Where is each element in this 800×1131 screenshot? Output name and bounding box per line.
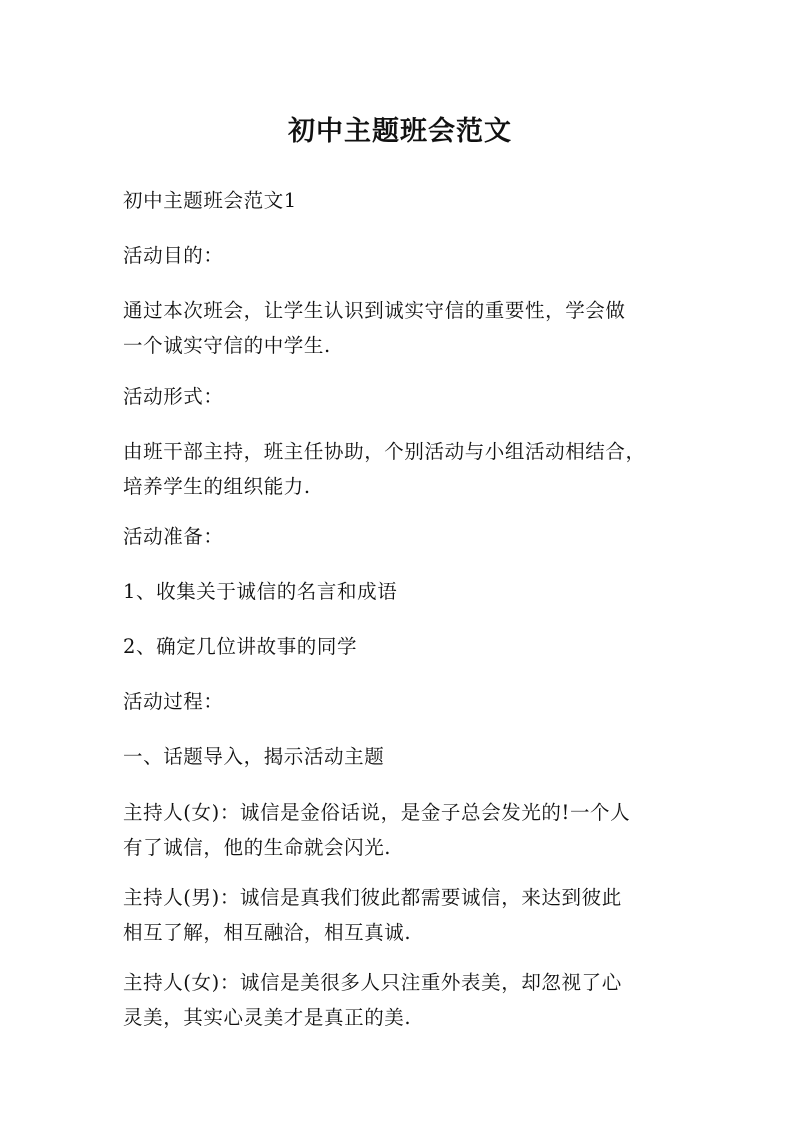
paragraph-activity-goal-label: [123, 238, 683, 273]
paragraph-line: 主持人(男)：诚信是真我们彼此都需要诚信，来达到彼此: [123, 886, 622, 909]
paragraph-line: 通过本次班会，让学生认识到诚实守信的重要性，学会做: [123, 299, 626, 322]
document-title: 初中主题班会范文: [288, 116, 512, 147]
paragraph-line: 活动形式：: [123, 385, 224, 408]
paragraph-host-male-1: [123, 880, 683, 950]
section-heading: 初中主题班会范文1: [123, 189, 297, 212]
paragraph-line: 一、话题导入，揭示活动主题: [123, 745, 385, 768]
paragraph-line: 1、收集关于诚信的名言和成语: [123, 580, 398, 603]
paragraph-line: 培养学生的组织能力.: [123, 475, 311, 498]
paragraph-activity-goal: [123, 293, 683, 363]
paragraph-line: 2、确定几位讲故事的同学: [123, 635, 358, 658]
paragraph-host-female-2: [123, 965, 683, 1035]
paragraph-preparation-item-2: [123, 629, 683, 664]
paragraph-line: 活动准备：: [123, 525, 224, 548]
paragraph-activity-form: [123, 434, 683, 504]
paragraph-line: 相互了解，相互融洽，相互真诚.: [123, 921, 412, 944]
paragraph-line: 活动目的：: [123, 244, 224, 267]
paragraph-process-label: [123, 684, 683, 719]
paragraph-line: 由班干部主持，班主任协助，个别活动与小组活动相结合，: [123, 440, 646, 463]
paragraph-preparation-label: [123, 519, 683, 554]
paragraph-host-female-1: [123, 795, 683, 865]
paragraph-line: 灵美，其实心灵美才是真正的美.: [123, 1006, 412, 1029]
paragraph-preparation-item-1: [123, 574, 683, 609]
paragraph-line: 活动过程：: [123, 690, 224, 713]
paragraph-section-one-heading: [123, 739, 683, 774]
paragraph-line: 主持人(女)：诚信是美很多人只注重外表美，却忽视了心: [123, 971, 622, 994]
paragraph-activity-form-label: [123, 379, 683, 414]
paragraph-line: 一个诚实守信的中学生.: [123, 334, 331, 357]
paragraph-line: 主持人(女)：诚信是金俗话说，是金子总会发光的!一个人: [123, 801, 631, 824]
paragraph-line: 有了诚信，他的生命就会闪光.: [123, 836, 392, 859]
